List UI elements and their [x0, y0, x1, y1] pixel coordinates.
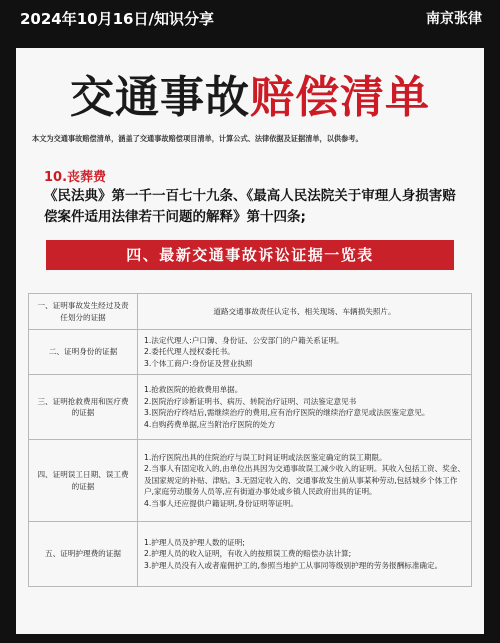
row-label: 五、证明护理费的证据: [29, 522, 138, 587]
section-title: 10.丧葬费: [44, 170, 107, 185]
content-line: 3.个体工商户:身份证及营业执照: [144, 358, 253, 368]
evidence-table: [28, 293, 472, 587]
author-label: 南京张律: [426, 11, 482, 27]
row-content: [138, 375, 472, 440]
title-red-part: 赔偿清单: [250, 72, 430, 123]
content-line: 4.当事人还应提供户籍证明,身份证明等证明。: [144, 498, 298, 508]
section-body: 《民法典》第一千一百七十九条、《最高人民法院关于审理人身损害赔偿案件适用法律若干问题的解释》第十四条;: [44, 188, 456, 225]
page-title: [16, 70, 484, 126]
row-content: [138, 440, 472, 522]
content-line: 1.抢救医院的抢救费用单据。: [144, 385, 243, 394]
content-line: 3.护理人员没有入或者雇佣护工的,参照当地护工从事同等级别护理的劳务报酬标准确定。: [144, 560, 443, 570]
bottom-border: [0, 634, 500, 643]
section-banner: 四、最新交通事故诉讼证据一览表: [46, 240, 454, 270]
date-category-label: 2024年10月16日/知识分享: [20, 9, 214, 28]
content-line: 1.治疗医院出具的住院治疗与误工时间证明或法医鉴定确定的误工期限。: [144, 452, 387, 462]
content-line: 1.法定代理人:户口簿、身份证、公安部门的户籍关系证明。: [144, 335, 344, 345]
table-row: [29, 522, 472, 587]
row-content: [138, 294, 472, 330]
content-line: 2.当事人有固定收入的,由单位出具因为交通事故误工减少收入的证明。其收入包括工资、奖金、及国家规定的补贴、津贴。3.无固定收入的、交通事故发生前从事某种劳动,包括城乡个体工作户,家庭劳动服务人员等,应有街道办事处或乡镇人民政府出具的证明。: [144, 464, 465, 497]
top-bar: [0, 0, 500, 36]
row-label: 二、证明身份的证据: [29, 330, 138, 375]
content-line: 1.护理人员及护理人数的证明;: [144, 537, 245, 547]
row-label: 三、证明抢救费用和医疗费的证据: [29, 375, 138, 440]
subtitle: 本文为交通事故赔偿清单，涵盖了交通事故赔偿项目清单，计算公式、法律依据及证据清单，以供参考。: [32, 134, 363, 143]
row-content: [138, 330, 472, 375]
content-line: 3.医院治疗终结后,需继续治疗的费用,应有治疗医院的继续治疗意见或法医鉴定意见。: [144, 408, 430, 417]
content-line: 4.自购药费单据,应当附治疗医院的处方: [144, 419, 276, 429]
table-row: [29, 440, 472, 522]
row-label: 一、证明事故发生经过及责任划分的证据: [29, 294, 138, 330]
row-content: [138, 522, 472, 587]
table-row: [29, 330, 472, 375]
content-line: 道路交通事故责任认定书、相关现场、车辆损失照片。: [213, 306, 396, 316]
title-black-part: 交通事故: [70, 72, 250, 123]
content-line: 2.委托代理人授权委托书。: [144, 347, 235, 357]
row-label: 四、证明误工日期、误工费的证据: [29, 440, 138, 522]
document-page: [16, 48, 484, 634]
table-row: [29, 294, 472, 330]
table-row: [29, 375, 472, 440]
content-line: 2.护理人员的收入证明，有收入的按照误工费的赔偿办法计算;: [144, 549, 352, 559]
content-line: 2.医院治疗诊断证明书、病历、转院治疗证明、司法鉴定意见书: [144, 396, 357, 406]
